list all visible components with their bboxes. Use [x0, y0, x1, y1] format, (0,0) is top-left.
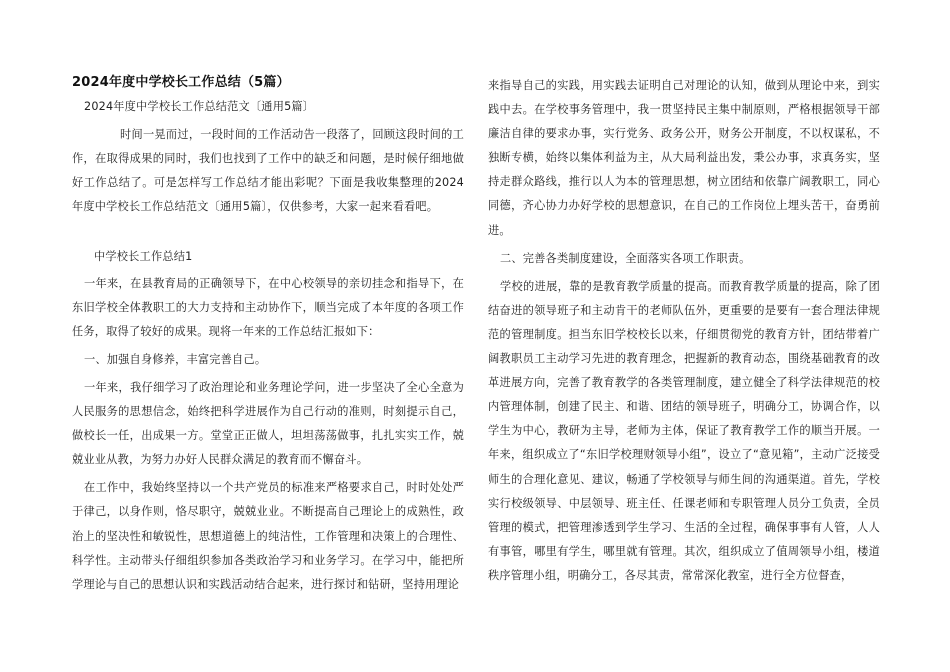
- section-heading: 中学校长工作总结1: [94, 250, 193, 264]
- body-heading: 一、加强自身修养，丰富完善自己。: [84, 352, 267, 366]
- document-title: 2024年度中学校长工作总结（5篇）: [72, 75, 290, 90]
- intro-paragraph: 时间一晃而过，一段时间的工作活动告一段落了，回顾这段时间的工作，在取得成果的同时，我们也找到了工作中的缺乏和问题，是时候仔细地做好工作总结了。可是怎样写工作总结才能出彩呢？下面是我收集整理的2024年度中学校长工作总结范文〔通用5篇〕，仅供参考，大家一起来看看吧。: [72, 128, 464, 214]
- body-paragraph: 一年来，在县教育局的正确领导下，在中心校领导的亲切挂念和指导下，在东旧学校全体教职工的大力支持和主动协作下，顺当完成了本年度的各项工作任务，取得了较好的成果。现将一年来的工作总结汇报如下：: [72, 276, 464, 338]
- body-paragraph: 学校的进展，靠的是教育教学质量的提高。而教育教学质量的提高，除了团结奋进的领导班子和主动肯干的老师队伍外，更重要的是要有一套合理法律规范的管理制度。担当东旧学校校长以来，仔细贯彻党的教育方针，团结带着广阔教职员工主动学习先进的教育理念，把握新的教育动态，围绕基础教育的改革进展方向，完善了教育教学的各类管理制度，建立健全了科学法律规范的校内管理体制，创建了民主、和谐、团结的领导班子，明确分工，协调合作，以学生为中心，教研为主导，老师为主体，保证了教育教学工作的顺当开展。一年来，组织成立了“东旧学校理财领导小组”，设立了“意见箱”，主动广泛接受师生的合理化意见、建议，畅通了学校领导与师生间的沟通渠道。首先，学校实行校级领导、中层领导、班主任、任课老师和专职管理人员分工负责，全员管理的模式，把管理渗透到学生学习、生活的全过程，确保事事有人管，人人有事管，哪里有学生，哪里就有管理。其次，组织成立了值周领导小组，楼道秩序管理小组，明确分工，各尽其责，常常深化教室，进行全方位督查，: [488, 279, 880, 582]
- right-column: [488, 74, 880, 592]
- body-paragraph: 一年来，我仔细学习了政治理论和业务理论学问，进一步坚决了全心全意为人民服务的思想信念，始终把科学进展作为自己行动的准则，时刻提示自己，做校长一任，出成果一方。堂堂正正做人，坦坦荡荡做事，扎扎实实工作，兢兢业业从教，为努力办好人民群众满足的教育而不懈奋斗。: [72, 380, 464, 467]
- body-paragraph: 来指导自己的实践，用实践去证明自己对理论的认知，做到从理论中来，到实践中去。在学校事务管理中，我一贯坚持民主集中制原则，严格根据领导干部廉洁自律的要求办事，实行党务、政务公开，财务公开制度，不以权谋私，不独断专横，始终以集体利益为主，从大局利益出发，秉公办事，求真务实，坚持走群众路线，推行以人为本的管理思想，树立团结和依靠广阔教职工，同心同德，齐心协力办好学校的思想意识，在自己的工作岗位上埋头苦干，奋勇前进。: [488, 79, 880, 237]
- left-column: [72, 70, 464, 601]
- body-paragraph: 在工作中，我始终坚持以一个共产党员的标准来严格要求自己，时时处处严于律己，以身作则，恪尽职守，兢兢业业。不断提高自己理论上的成熟性，政治上的坚决性和敏锐性，思想道德上的纯洁性，工作管理和决策上的合理性、科学性。主动带头仔细组织参加各类政治学习和业务学习。在学习中，能把所学理论与自己的思想认识和实践活动结合起来，进行探讨和钻研，坚持用理论: [72, 481, 464, 591]
- document-subtitle: 2024年度中学校长工作总结范文〔通用5篇〕: [84, 100, 315, 113]
- body-heading: 二、完善各类制度建设，全面落实各项工作职责。: [500, 251, 751, 265]
